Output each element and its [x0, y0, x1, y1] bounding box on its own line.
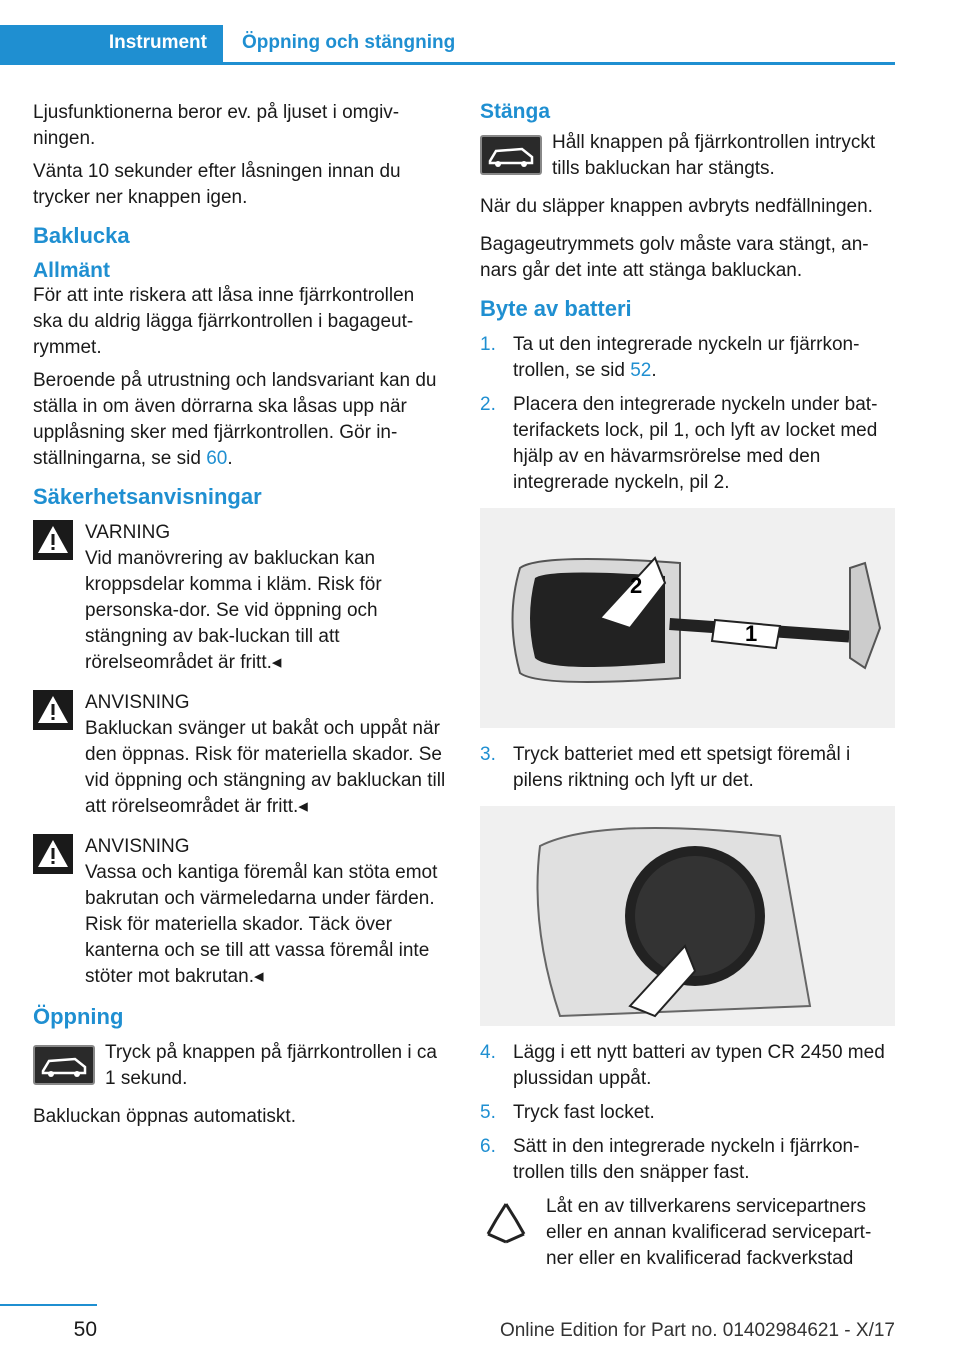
tab-instrument-label: Instrument — [108, 32, 207, 53]
list-item — [480, 742, 895, 794]
trunk-button-icon — [480, 135, 542, 175]
stanga-text: Håll knappen på fjärrkontrollen intryckt tills bakluckan har stängts. — [552, 132, 876, 179]
heading-baklucka: Baklucka — [33, 223, 130, 248]
heading-byte-av-batteri: Byte av batteri — [480, 296, 632, 321]
tab-instrument[interactable] — [0, 25, 223, 62]
list-item — [480, 392, 895, 496]
trunk-button-row — [480, 130, 895, 182]
list-item — [480, 1040, 895, 1092]
paragraph-text: . — [227, 448, 233, 469]
step-number: 6. — [480, 1136, 496, 1157]
battery-steps-list — [480, 1040, 895, 1186]
list-item — [480, 332, 895, 384]
step-text: Placera den integrerade nyckeln under bat-terifackets lock, pil 1, och lyft av locket med hjälp av en hävarmsrörelse med den integrerade nyckeln, pil 2. — [513, 394, 878, 493]
step-number: 4. — [480, 1042, 496, 1063]
step-number: 1. — [480, 334, 496, 355]
battery-steps-list — [480, 332, 895, 496]
heading-sakerhetsanvisningar: Säkerhetsanvisningar — [33, 484, 262, 509]
trunk-button-row — [33, 1040, 448, 1092]
left-column — [33, 100, 448, 1137]
paragraph: För att inte riskera att låsa inne fjärrkontrollen ska du aldrig lägga fjärrkontrollen i bagageut-rymmet. — [33, 285, 415, 358]
warning-triangle-icon — [33, 834, 73, 874]
warning-triangle-icon — [33, 690, 73, 730]
page-link-52[interactable]: 52 — [630, 360, 652, 381]
arrow-label-2: 2 — [630, 573, 643, 598]
step-number: 2. — [480, 394, 496, 415]
warning-block — [33, 520, 448, 676]
heading-allmant: Allmänt — [33, 259, 111, 282]
recycle-notice — [480, 1194, 895, 1272]
key-battery-cover-image — [480, 508, 895, 728]
paragraph: Ljusfunktionerna beror ev. på ljuset i omgiv-ningen. — [33, 102, 400, 149]
paragraph — [33, 368, 448, 472]
list-item — [480, 1100, 895, 1126]
warning-title: VARNING — [85, 522, 171, 543]
heading-oppning: Öppning — [33, 1004, 124, 1029]
paragraph: När du släpper knappen avbryts nedfällningen. — [480, 196, 873, 217]
warning-triangle-icon — [33, 520, 73, 560]
notice-text: Bakluckan svänger ut bakåt och uppåt när den öppnas. Risk för materiella skador. Se vid öppning och stängning av bakluckan till att rörelseområdet är fritt.◂ — [85, 718, 446, 817]
recycle-text: Låt en av tillverkarens servicepartners eller en annan kvalificerad servicepart-ner eller en kvalificerad fackverkstad — [546, 1196, 872, 1269]
notice-text: Vassa och kantiga föremål kan stöta emot bakrutan och värmeledarna under färden. Risk för materiella skador. Täck över kanterna och se till att vassa föremål inte stöter mot bakrutan.◂ — [85, 862, 438, 987]
edition-text: Online Edition for Part no. 01402984621 - X/17 — [499, 1320, 895, 1341]
step-text: Lägg i ett nytt batteri av typen CR 2450 med plussidan uppåt. — [513, 1042, 885, 1089]
right-column — [480, 100, 895, 1272]
notice-block — [33, 690, 448, 820]
warning-text: Vid manövrering av bakluckan kan kroppsdelar komma i kläm. Risk för personska-dor. Se vid öppning och stängning av bak-luckan till att rörelseområdet är fritt.◂ — [85, 548, 382, 673]
recycle-icon — [480, 1198, 532, 1250]
page-number: 50 — [73, 1318, 97, 1341]
paragraph: Vänta 10 sekunder efter låsningen innan du trycker ner knappen igen. — [33, 161, 401, 208]
battery-steps-list — [480, 742, 895, 794]
paragraph: Bagageutrymmets golv måste vara stängt, an-nars går det inte att stänga bakluckan. — [480, 234, 869, 281]
tab-oppning-och-stangning[interactable]: Öppning och stängning — [242, 32, 456, 53]
list-item — [480, 1134, 895, 1186]
step-text: . — [651, 360, 657, 381]
notice-title: ANVISNING — [85, 836, 190, 857]
paragraph: Bakluckan öppnas automatiskt. — [33, 1106, 296, 1127]
paragraph-text: Beroende på utrustning och landsvariant kan du ställa in om även dörrarna ska låsas upp när upplåsning sker med fjärrkontrollen. Gör in-ställningarna, se sid — [33, 370, 437, 469]
arrow-label-1: 1 — [745, 621, 758, 646]
heading-stanga: Stänga — [480, 100, 551, 123]
trunk-button-icon — [33, 1045, 95, 1085]
step-text: Ta ut den integrerade nyckeln ur fjärrkon-trollen, se sid — [513, 334, 860, 381]
step-text: Tryck fast locket. — [513, 1102, 655, 1123]
header-tabbar — [0, 25, 895, 65]
step-number: 3. — [480, 744, 496, 765]
notice-block — [33, 834, 448, 990]
footer-rule — [0, 1304, 97, 1306]
page-link-60[interactable]: 60 — [206, 448, 228, 469]
step-text: Tryck batteriet med ett spetsigt föremål i pilens riktning och lyft ur det. — [513, 744, 851, 791]
step-text: Sätt in den integrerade nyckeln i fjärrkon-trollen tills den snäpper fast. — [513, 1136, 860, 1183]
step-number: 5. — [480, 1102, 496, 1123]
battery-removal-image — [480, 806, 895, 1026]
notice-title: ANVISNING — [85, 692, 190, 713]
oppning-text: Tryck på knappen på fjärrkontrollen i ca 1 sekund. — [105, 1042, 437, 1089]
